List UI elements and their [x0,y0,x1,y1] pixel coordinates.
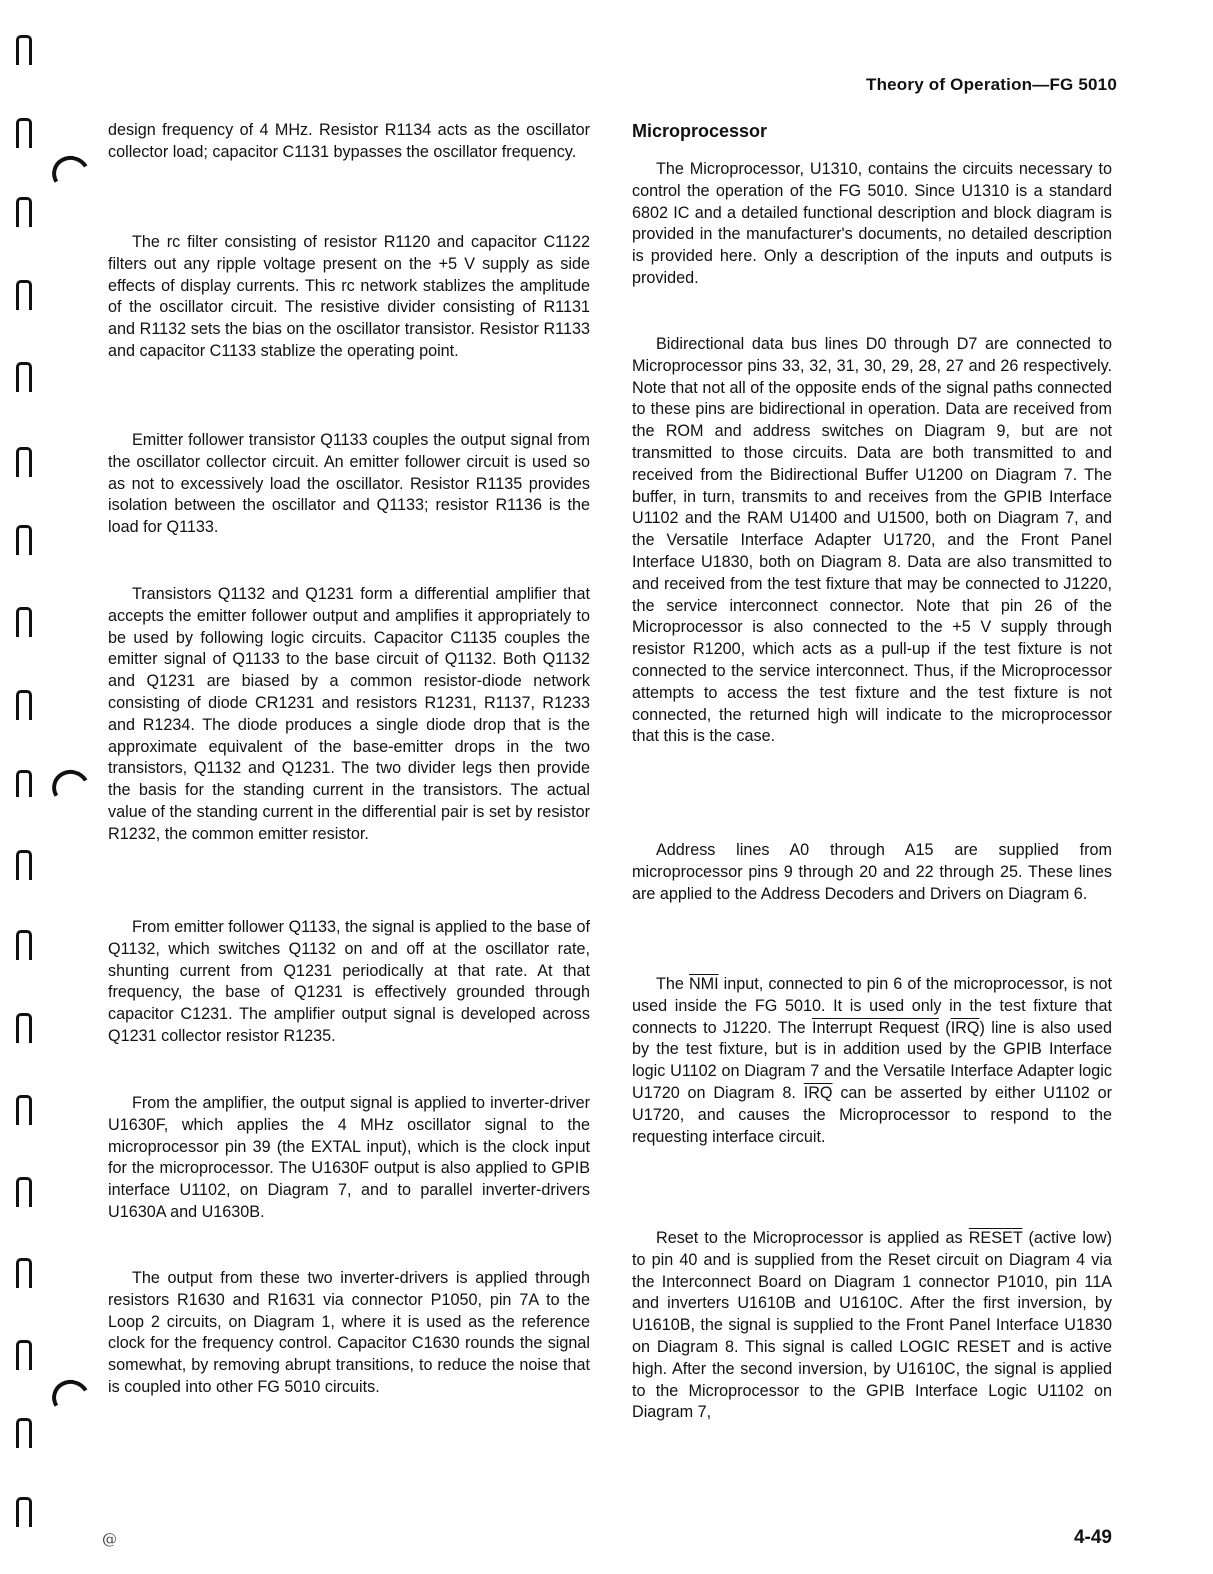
section-title: Microprocessor [632,121,768,141]
text-run: The [656,975,689,993]
binder-ring [16,690,32,720]
right-paragraph-5 [632,1228,1112,1424]
punch-hole [48,766,94,811]
binder-ring [16,1095,32,1125]
binder-ring [16,447,32,477]
text-run: can be asserted by either U1102 or U1720, and causes the Microprocessor to respond to the requesting interface circuit. [632,1083,1113,1146]
text-run: ( [938,1018,951,1037]
binder-ring [16,1497,32,1527]
binder-ring [16,280,32,310]
text-run: ) line is also used by the test fixture, but is in addition used by the GPIB Interface logic U1102 on Diagram 7 and the Versatile Interface Adapter logic U1720 on Diagram 8. [632,1018,1113,1102]
left-paragraph-7: The output from these two inverter-drivers is applied through resistors R1630 and R1631 via connector P1050, pin 7A to the Loop 2 circuits, on Diagram 1, where it is used as the reference clock for the frequency control. Capacitor C1630 rounds the signal somewhat, by removing abrupt transitions, to reduce the noise that is coupled into other FG 5010 circuits. [108,1269,590,1396]
left-paragraph-6: From the amplifier, the output signal is applied to inverter-driver U1630F, which applies the 4 MHz oscillator signal to the microprocessor pin 39 (the EXTAL input), which is the clock input for the microprocessor. The U1630F output is also applied to GPIB interface U1102, on Diagram 7, and to parallel inverter-drivers U1630A and U1630B. [108,1094,590,1221]
binder-ring [16,850,32,880]
text-run: (active low) to pin 40 and is supplied from the Reset circuit on Diagram 4 via the Interconnect Board on Diagram 1 connector P1010, pin 11A and inverters U1610B and U1610C. After the first inversion, by U1610B, the signal is supplied to the Front Panel Interface U1830 on Diagram 8. This signal is called LOGIC RESET and is active high. After the second inversion, by U1610C, the signal is applied to the Microprocessor to the GPIB Interface Logic U1102 on Diagram 7, [632,1229,1113,1422]
reset-signal: RESET [968,1229,1023,1247]
binder-ring [16,118,32,148]
irq-signal: $\overline{IRQ}$ [950,1018,980,1037]
punch-hole [48,152,94,197]
right-paragraph-3: Address lines A0 through A15 are supplied from microprocessor pins 9 through 20 and 22 through 25. These lines are applied to the Address Decoders and Drivers on Diagram 6. [632,841,1112,903]
left-paragraph-5: From emitter follower Q1133, the signal is applied to the base of Q1132, which switches Q1132 on and off at the oscillator rate, shunting current from Q1231 periodically at that rate. At that frequency, the base of Q1231 is effectively grounded through capacitor C1231. The amplifier output signal is developed across Q1231 collector resistor R1235. [108,918,590,1045]
binder-ring [16,770,32,797]
text-run: input, connected to pin 6 of the microprocessor, is not used inside the FG 5010. It is used only in the test fixture that connects to J1220. The [632,975,1112,1037]
left-paragraph-2: The rc filter consisting of resistor R1120 and capacitor C1122 filters out any ripple voltage present on the +5 V supply as side effects of display currents. This rc network stablizes the amplitude of the oscillator circuit. The resistive divider consisting of R1131 and R1132 sets the bias on the oscillator transistor. Resistor R1133 and capacitor C1133 stablize the operating point. [108,233,590,360]
binder-ring [16,525,32,555]
nmi-signal: $\overline{NMI}$ [688,975,719,993]
left-paragraph-4: Transistors Q1132 and Q1231 form a differential amplifier that accepts the emitter follower output and amplifies it appropriately to be used by following logic circuits. Capacitor C1135 couples the emitter signal of Q1133 to the base circuit of Q1132. Both Q1132 and Q1231 are biased by a common resistor-diode network consisting of diode CR1231 and resistors R1231, R1137, R1233 and R1234. The diode produces a single diode drop that is the approximate equivalent of the base-emitter drops in the two transistors, Q1132 and Q1231. The two divider legs then provide the basis for the standing current in the transistors. The actual value of the standing current in the differential pair is set by resistor R1232, the common emitter resistor. [108,585,590,843]
binder-ring [16,1258,32,1288]
binder-ring [16,930,32,960]
binder-ring [16,1340,32,1370]
interrupt-request-label: Interrupt Request [811,1018,939,1037]
binder-ring [16,1418,32,1448]
irq-signal: $\overline{IRQ}$ [803,1083,833,1102]
page-number: 4-49 [1073,1527,1112,1548]
running-header: Theory of Operation—FG 5010 [865,75,1117,94]
right-paragraph-4 [632,974,1112,1148]
punch-hole [48,1376,94,1421]
binder-ring [16,607,32,637]
binder-ring [16,362,32,392]
right-paragraph-2: Bidirectional data bus lines D0 through D7 are connected to Microprocessor pins 33, 32, 31, 30, 29, 28, 27 and 26 respectively. Note that not all of the opposite ends of the signal paths connected to these pins are bidirectional in operation. Data are received from the ROM and address switches on Diagram 9, but are not transmitted to those circuits. Data are both transmitted to and received from the Bidirectional Buffer U1200 on Diagram 7. The buffer, in turn, transmits to and receives from the GPIB Interface U1102 and the RAM U1400 and U1500, both on Diagram 7, and the Versatile Interface Adapter U1720, and the Front Panel Interface U1830, both on Diagram 8. Data are also transmitted to and received from the test fixture that may be connected to J1220, the service interconnect connector. Note that pin 26 of the Microprocessor is also connected to the +5 V supply through resistor R1200, which acts as a pull-up if the test fixture is not connected to the service interconnect. Thus, if the Microprocessor attempts to access the test fixture and the test fixture is not connected, the returned high will indicate to the microprocessor that this is the case. [632,335,1112,746]
binder-ring [16,1013,32,1043]
left-paragraph-3: Emitter follower transistor Q1133 couples the output signal from the oscillator collector circuit. An emitter follower circuit is used so as not to excessively load the oscillator. Resistor R1135 provides isolation between the oscillator and Q1133; resistor R1136 is the load for Q1133. [108,431,590,537]
right-paragraph-1: The Microprocessor, U1310, contains the circuits necessary to control the operation of the FG 5010. Since U1310 is a standard 6802 IC and a detailed functional description and block diagram is provided in the manufacturer's documents, no detailed description is provided here. Only a description of the inputs and outputs is provided. [632,160,1112,287]
binder-ring [16,197,32,227]
left-paragraph-1: design frequency of 4 MHz. Resistor R1134 acts as the oscillator collector load; capacitor C1131 bypasses the oscillator frequency. [108,121,590,161]
footer-symbol: @ [102,1530,117,1548]
text-run: Reset to the Microprocessor is applied as [656,1229,969,1247]
binder-ring [16,35,32,65]
binder-ring [16,1177,32,1207]
